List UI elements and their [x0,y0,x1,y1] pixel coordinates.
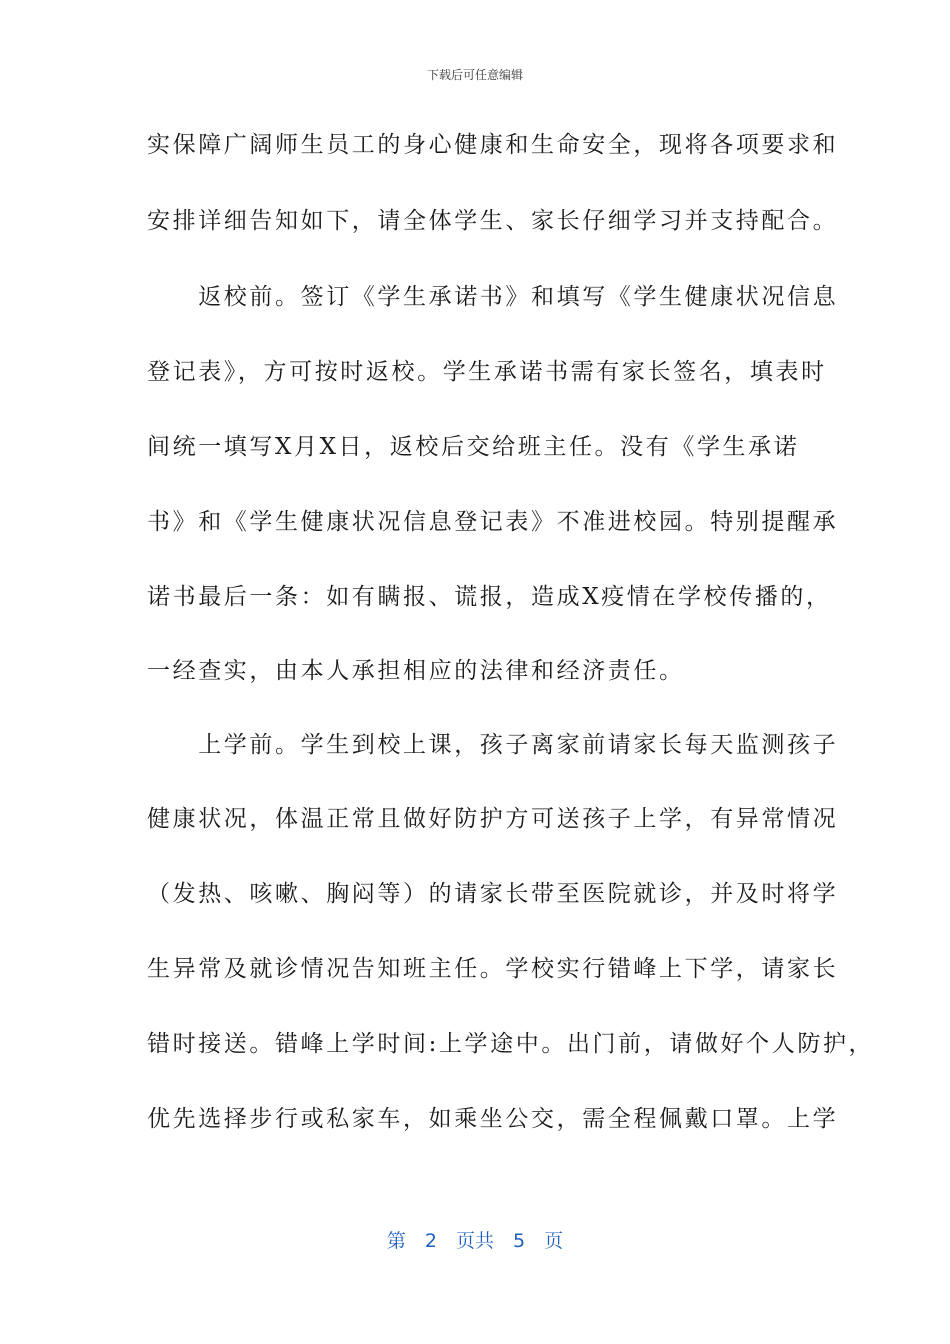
body-line: 诺书最后一条：如有瞒报、谎报，造成X疫情在学校传播的， [147,584,832,610]
body-line: 错时接送。错峰上学时间:上学途中。出门前，请做好个人防护， [147,1031,875,1057]
body-line: 健康状况，体温正常且做好防护方可送孩子上学，有异常情况 [147,806,839,832]
body-line: （发热、咳嗽、胸闷等）的请家长带至医院就诊，并及时将学 [147,881,839,907]
body-line: 一经查实，由本人承担相应的法律和经济责任。 [147,658,685,684]
body-line: 实保障广阔师生员工的身心健康和生命安全，现将各项要求和 [147,132,839,158]
body-line: 登记表》，方可按时返校。学生承诺书需有家长签名，填表时 [147,359,827,385]
body-line: 书》和《学生健康状况信息登记表》不准进校园。特别提醒承 [147,509,839,535]
body-line: 生异常及就诊情况告知班主任。学校实行错峰上下学，请家长 [147,956,839,982]
page-footer [0,1226,950,1253]
page-number: 第 2 页共 5 页 [386,1230,564,1252]
body-line: 间统一填写X月X日，返校后交给班主任。没有《学生承诺 [147,434,800,460]
header-note: 下载后可任意编辑 [426,68,523,82]
body-line: 返校前。签订《学生承诺书》和填写《学生健康状况信息 [147,284,839,310]
body-line: 安排详细告知如下，请全体学生、家长仔细学习并支持配合。 [147,208,839,234]
body-line: 上学前。学生到校上课，孩子离家前请家长每天监测孩子 [147,732,839,758]
body-line: 优先选择步行或私家车，如乘坐公交，需全程佩戴口罩。上学 [147,1106,839,1132]
